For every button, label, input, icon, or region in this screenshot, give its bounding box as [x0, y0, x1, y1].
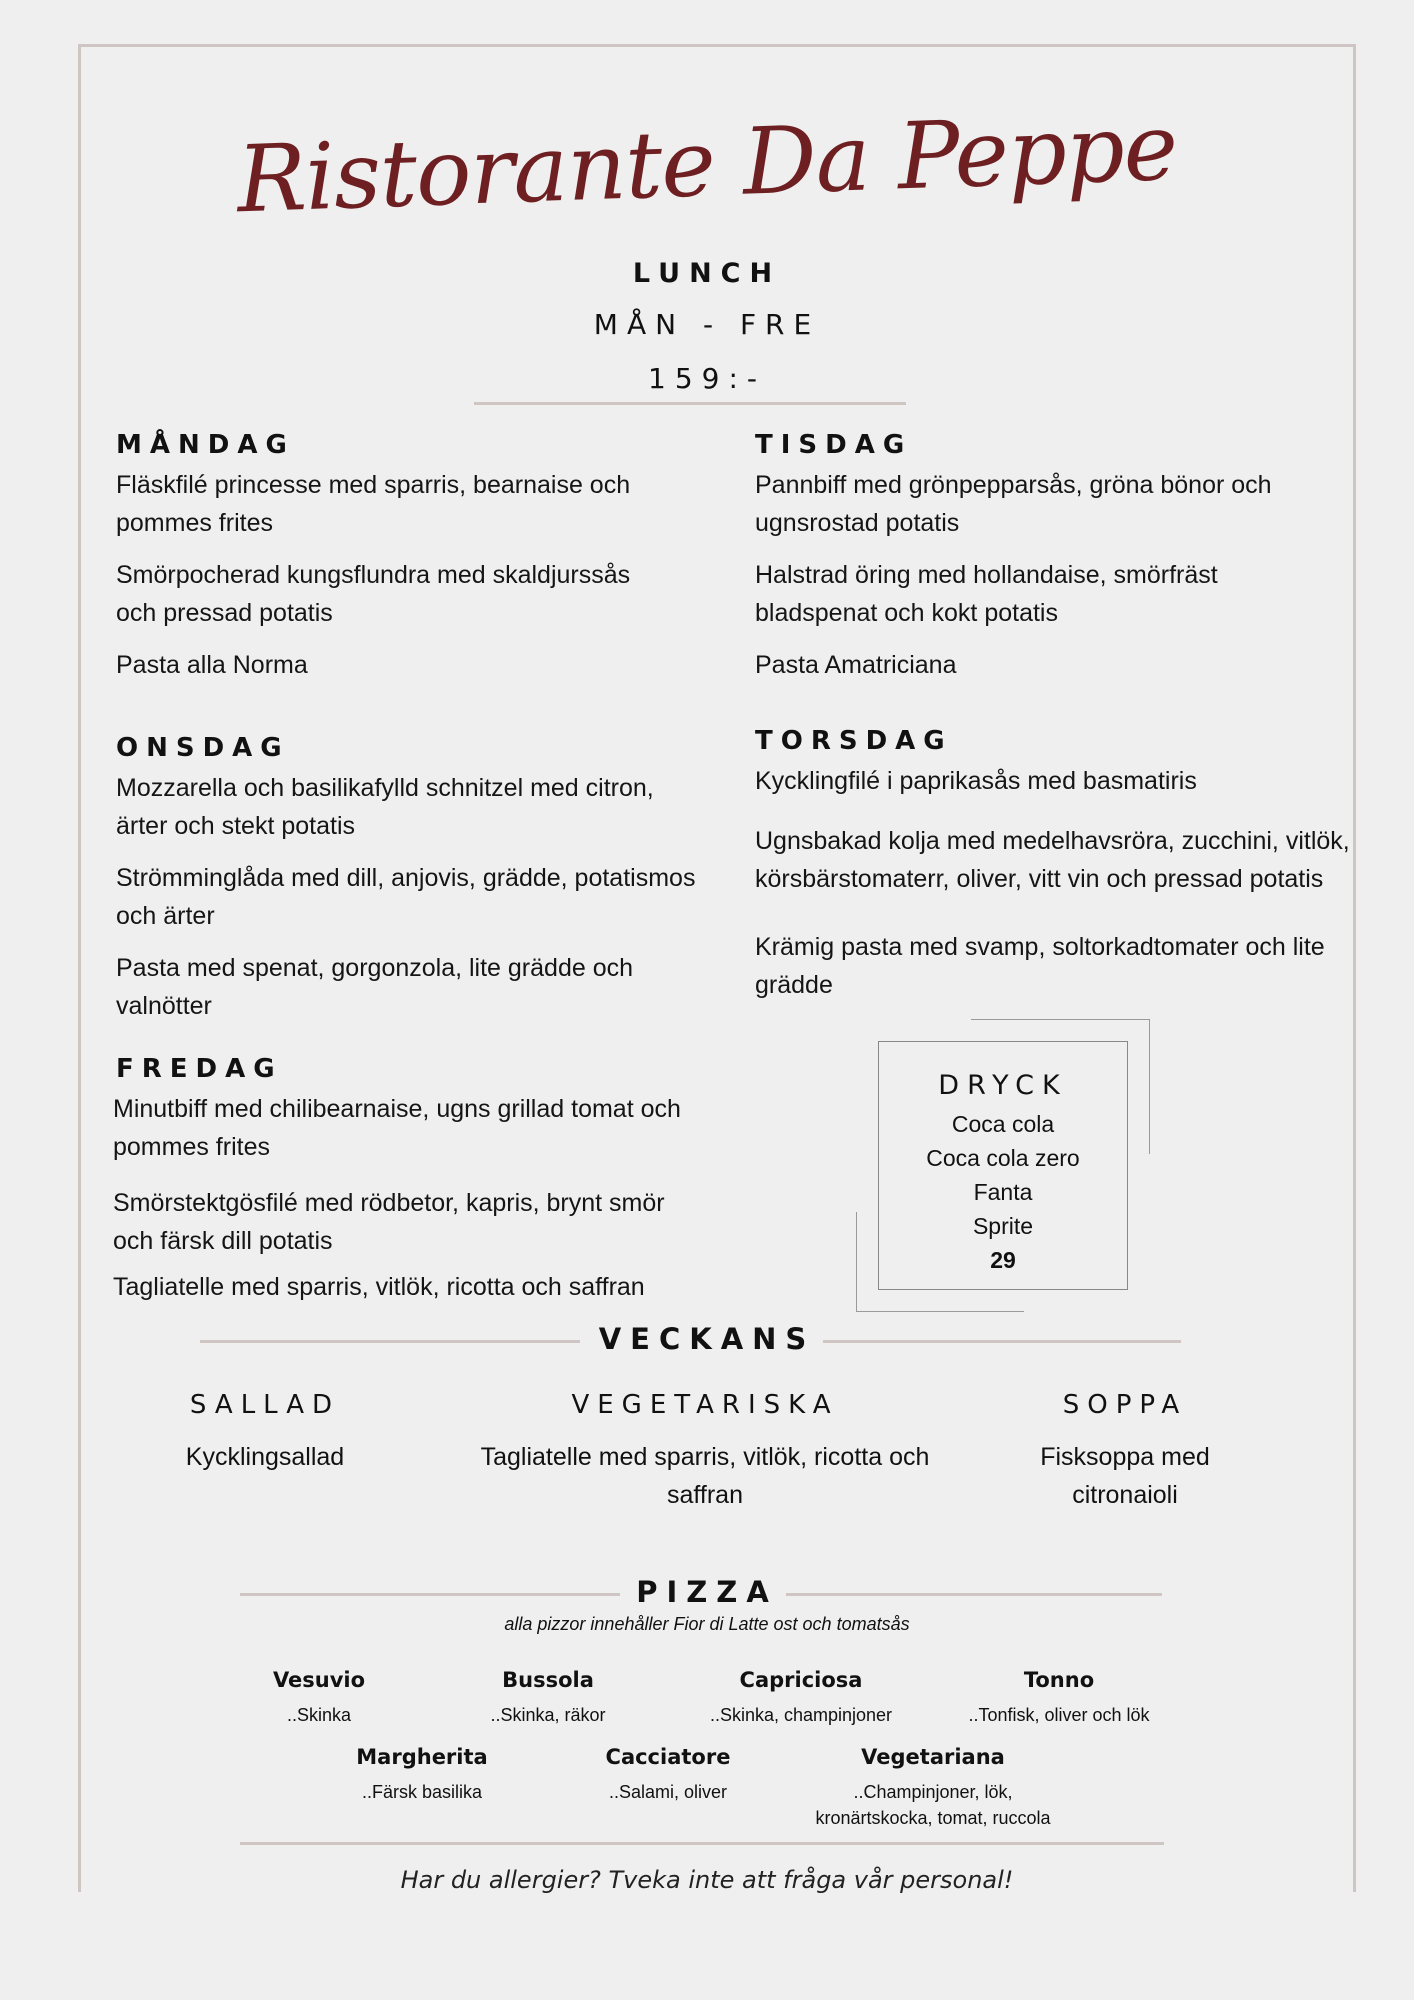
pizza-note: alla pizzor innehåller Fior di Latte ost och tomatsås	[504, 1614, 910, 1634]
weekly-heading	[0, 1322, 1414, 1356]
pizza-desc: ..Champinjoner, lök, kronärtskocka, tomat, ruccola	[815, 1782, 1051, 1828]
pizza-name: Vegetariana	[861, 1745, 1005, 1769]
pizza-heading-text: PIZZA	[628, 1575, 786, 1609]
day-label: TISDAG	[755, 430, 913, 460]
drink-item: Coca cola zero	[926, 1145, 1080, 1171]
day-tuesday	[755, 430, 1315, 698]
pizza-name: Cacciatore	[605, 1745, 731, 1769]
pizza-name: Vesuvio	[272, 1668, 366, 1692]
menu-days: MÅN - FRE	[593, 308, 821, 341]
weekly-dish: Tagliatelle med sparris, vitlök, ricotta och saffran	[480, 1443, 930, 1509]
menu-price: 159:-	[648, 362, 766, 395]
drink-item: Coca cola	[951, 1111, 1055, 1137]
pizza-item	[322, 1745, 522, 1805]
allergy-note: Har du allergier? Tveka inte att fråga vår personal!	[400, 1866, 1014, 1894]
weekly-label: VEGETARISKA	[571, 1390, 839, 1420]
drinks-title: DRYCK	[938, 1070, 1068, 1101]
header-divider	[474, 402, 906, 405]
weekly-dish: Fisksoppa med citronaioli	[1040, 1443, 1210, 1509]
pizza-item	[943, 1668, 1175, 1728]
pizza-item	[802, 1745, 1064, 1831]
menu-subtitle: LUNCH	[632, 258, 782, 289]
pizza-name: Margherita	[356, 1745, 488, 1769]
frame-top	[78, 44, 1356, 47]
dish-item: Pannbiff med grönpepparsås, gröna bönor och ugnsrostad potatis	[755, 471, 1272, 537]
day-wednesday	[116, 733, 706, 1039]
restaurant-name: Ristorante Da Peppe	[235, 93, 1179, 234]
dish-item: Fläskfilé princesse med sparris, bearnaise och pommes frites	[116, 471, 631, 537]
day-label: FREDAG	[116, 1054, 283, 1084]
dish-item: Strömminglåda med dill, anjovis, grädde, potatismos och ärter	[116, 864, 696, 930]
dish-item: Halstrad öring med hollandaise, smörfräst bladspenat och kokt potatis	[755, 561, 1218, 627]
weekly-salad	[130, 1390, 400, 1476]
pizza-name: Tonno	[1023, 1668, 1095, 1692]
pizza-item	[448, 1668, 648, 1728]
weekly-label: SOPPA	[1062, 1390, 1188, 1420]
pizza-item	[219, 1668, 419, 1728]
day-label: TORSDAG	[755, 726, 953, 756]
pizza-name: Bussola	[502, 1668, 594, 1692]
decor-line	[971, 1019, 1150, 1020]
dish-item: Minutbiff med chilibearnaise, ugns grillad tomat och pommes frites	[113, 1095, 681, 1161]
dish-item: Mozzarella och basilikafylld schnitzel med citron, ärter och stekt potatis	[116, 774, 654, 840]
drinks-box	[878, 1041, 1128, 1290]
drink-item: Fanta	[973, 1179, 1033, 1205]
drinks-price: 29	[990, 1247, 1016, 1273]
dish-item: Pasta alla Norma	[116, 651, 308, 679]
pizza-desc: ..Färsk basilika	[361, 1782, 483, 1802]
day-monday	[116, 430, 676, 698]
pizza-name: Capriciosa	[739, 1668, 863, 1692]
pizza-item	[681, 1668, 921, 1728]
dish-item: Kycklingfilé i paprikasås med basmatiris	[755, 767, 1197, 795]
decor-line	[1149, 1019, 1150, 1154]
decor-line	[856, 1212, 857, 1312]
day-label: ONSDAG	[116, 733, 290, 763]
pizza-desc: ..Tonfisk, oliver och lök	[968, 1705, 1150, 1725]
footer-divider	[240, 1842, 1164, 1845]
pizza-heading	[0, 1575, 1414, 1609]
pizza-desc: ..Skinka, champinjoner	[709, 1705, 893, 1725]
dish-item: Krämig pasta med svamp, soltorkadtomater och lite grädde	[755, 933, 1325, 999]
weekly-label: SALLAD	[189, 1390, 341, 1420]
day-label: MÅNDAG	[116, 430, 295, 460]
dish-item: Ugnsbakad kolja med medelhavsröra, zucchini, vitlök, körsbärstomaterr, oliver, vitt vin och pressad potatis	[755, 827, 1350, 893]
dish-item: Tagliatelle med sparris, vitlök, ricotta och saffran	[113, 1273, 645, 1301]
pizza-desc: ..Skinka	[286, 1705, 352, 1725]
decor-line	[856, 1311, 1024, 1312]
weekly-vegetarian	[455, 1390, 955, 1514]
pizza-desc: ..Skinka, räkor	[490, 1705, 606, 1725]
pizza-desc: ..Salami, oliver	[608, 1782, 728, 1802]
dish-item: Smörstektgösfilé med rödbetor, kapris, brynt smör och färsk dill potatis	[113, 1189, 665, 1255]
weekly-heading-text: VECKANS	[591, 1322, 824, 1356]
dish-item: Smörpocherad kungsflundra med skaldjurssås och pressad potatis	[116, 561, 631, 627]
dish-item: Pasta Amatriciana	[755, 651, 957, 679]
weekly-dish: Kycklingsallad	[185, 1443, 345, 1471]
pizza-item	[568, 1745, 768, 1805]
dish-item: Pasta med spenat, gorgonzola, lite grädde och valnötter	[116, 954, 634, 1020]
day-thursday	[755, 726, 1355, 1018]
drink-item: Sprite	[972, 1213, 1034, 1239]
weekly-soup	[1005, 1390, 1245, 1514]
day-friday	[113, 1054, 693, 1320]
